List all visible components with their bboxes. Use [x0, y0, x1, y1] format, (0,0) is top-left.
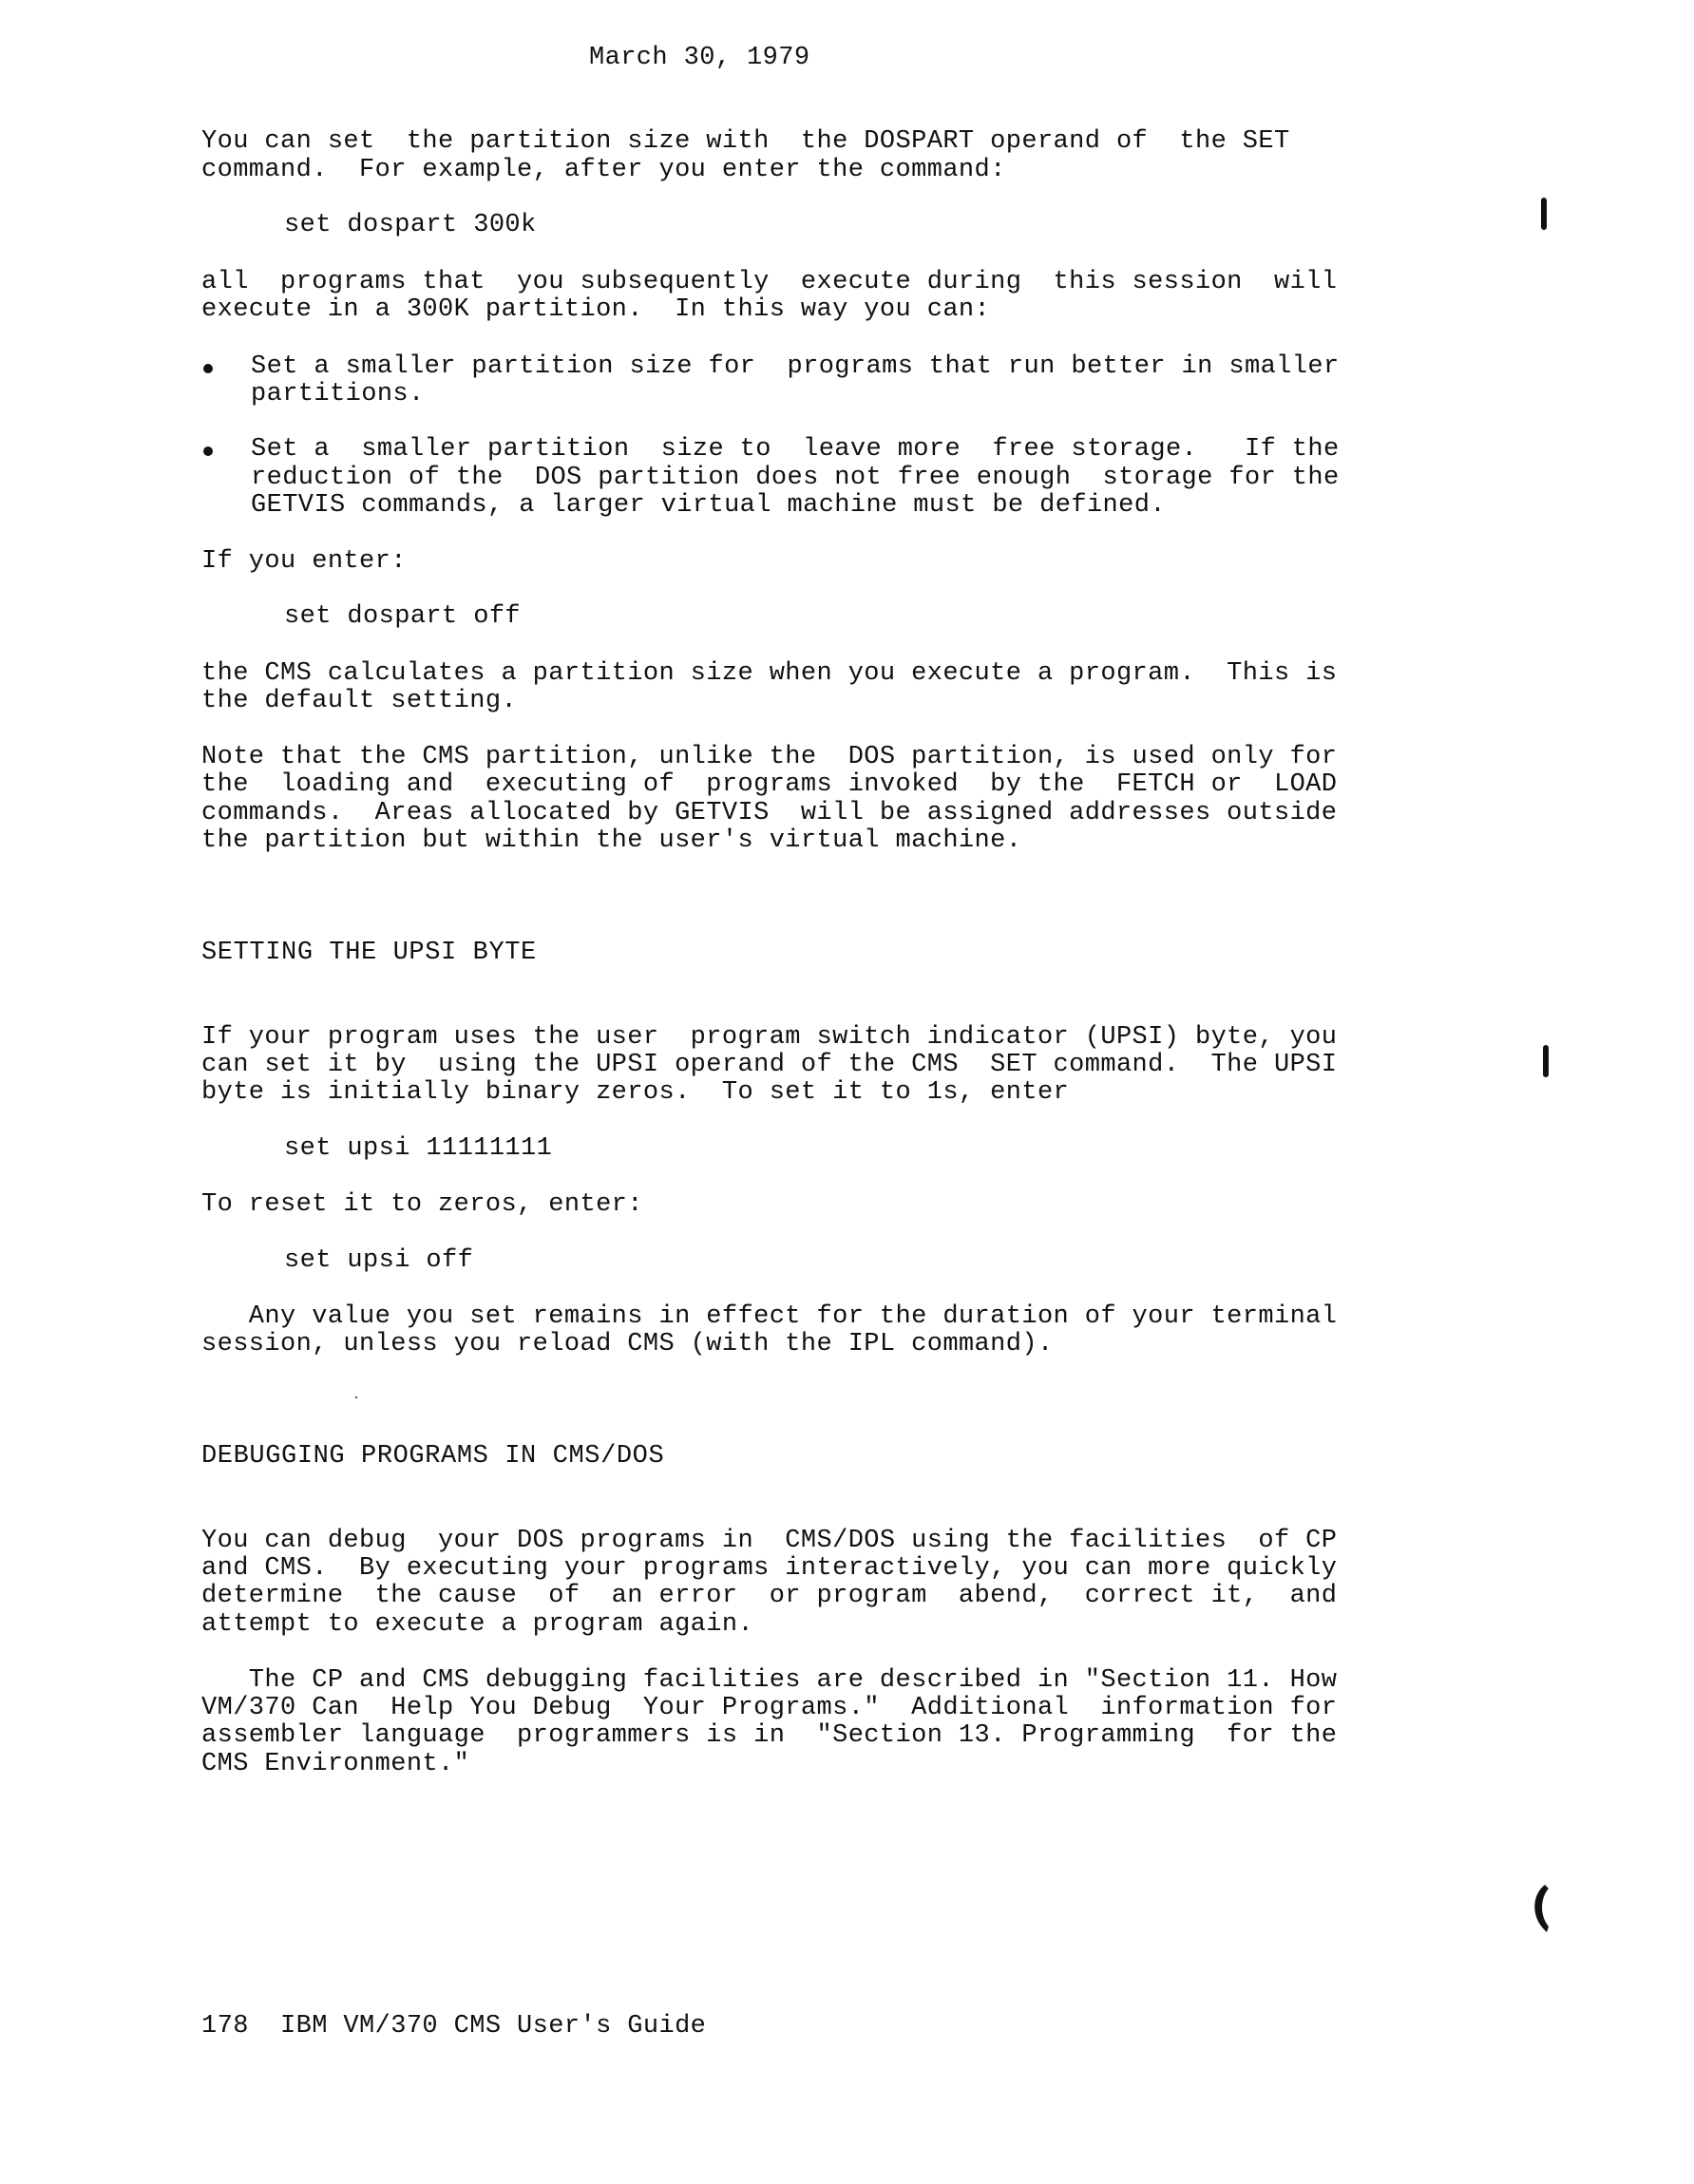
paragraph-line: byte is initially binary zeros. To set it to 1s, enter: [201, 1078, 1070, 1107]
paragraph-line: attempt to execute a program again.: [201, 1610, 754, 1639]
paragraph-line: can set it by using the UPSI operand of the CMS SET command. The UPSI: [201, 1051, 1338, 1079]
revision-bar: [1532, 1885, 1551, 1932]
bullet-dot: [203, 446, 213, 456]
bullet-item-line: Set a smaller partition size for programs that run better in smaller: [251, 352, 1340, 381]
revision-bar: [1541, 198, 1547, 230]
command-example: set upsi off: [284, 1246, 474, 1275]
paragraph-line: the loading and executing of programs invoked by the FETCH or LOAD: [201, 770, 1338, 799]
bullet-item-line: reduction of the DOS partition does not free enough storage for the: [251, 464, 1340, 492]
paragraph-line: You can debug your DOS programs in CMS/DOS using the facilities of CP: [201, 1527, 1338, 1555]
bullet-item-line: Set a smaller partition size to leave more free storage. If the: [251, 435, 1340, 464]
revision-bar: [1543, 1045, 1549, 1077]
scan-speck: [355, 1396, 357, 1398]
paragraph-line: session, unless you reload CMS (with the IPL command).: [201, 1330, 1054, 1358]
paragraph-line: VM/370 Can Help You Debug Your Programs." Additional information for: [201, 1694, 1338, 1722]
command-example: set dospart 300k: [284, 211, 537, 239]
paragraph-line: assembler language programmers is in "Section 13. Programming for the: [201, 1721, 1338, 1750]
paragraph-line: To reset it to zeros, enter:: [201, 1190, 643, 1219]
command-example: set upsi 11111111: [284, 1134, 553, 1163]
paragraph-line: Any value you set remains in effect for the duration of your terminal: [201, 1302, 1338, 1331]
paragraph-line: the default setting.: [201, 687, 518, 715]
paragraph-line: CMS Environment.": [201, 1750, 470, 1778]
paragraph-line: all programs that you subsequently execute during this session will: [201, 268, 1338, 296]
section-heading: SETTING THE UPSI BYTE: [201, 939, 537, 967]
bullet-item-line: GETVIS commands, a larger virtual machine must be defined.: [251, 491, 1166, 520]
paragraph-line: determine the cause of an error or program abend, correct it, and: [201, 1582, 1338, 1610]
section-heading: DEBUGGING PROGRAMS IN CMS/DOS: [201, 1442, 665, 1471]
paragraph-line: and CMS. By executing your programs interactively, you can more quickly: [201, 1554, 1338, 1583]
bullet-item-line: partitions.: [251, 380, 425, 408]
paragraph-line: commands. Areas allocated by GETVIS will be assigned addresses outside: [201, 799, 1338, 827]
command-example: set dospart off: [284, 602, 522, 631]
paragraph-line: If you enter:: [201, 547, 407, 576]
paragraph-line: The CP and CMS debugging facilities are described in "Section 11. How: [201, 1666, 1338, 1695]
bullet-dot: [203, 364, 213, 373]
page-date: March 30, 1979: [589, 44, 810, 72]
paragraph-line: execute in a 300K partition. In this way you can:: [201, 295, 991, 324]
paragraph-line: You can set the partition size with the DOSPART operand of the SET: [201, 127, 1290, 156]
page-footer: 178 IBM VM/370 CMS User's Guide: [201, 2012, 707, 2041]
paragraph-line: the partition but within the user's virtual machine.: [201, 826, 1022, 855]
paragraph-line: Note that the CMS partition, unlike the DOS partition, is used only for: [201, 743, 1338, 771]
paragraph-line: If your program uses the user program switch indicator (UPSI) byte, you: [201, 1023, 1338, 1052]
paragraph-line: the CMS calculates a partition size when you execute a program. This is: [201, 659, 1338, 688]
paragraph-line: command. For example, after you enter the command:: [201, 156, 1006, 184]
